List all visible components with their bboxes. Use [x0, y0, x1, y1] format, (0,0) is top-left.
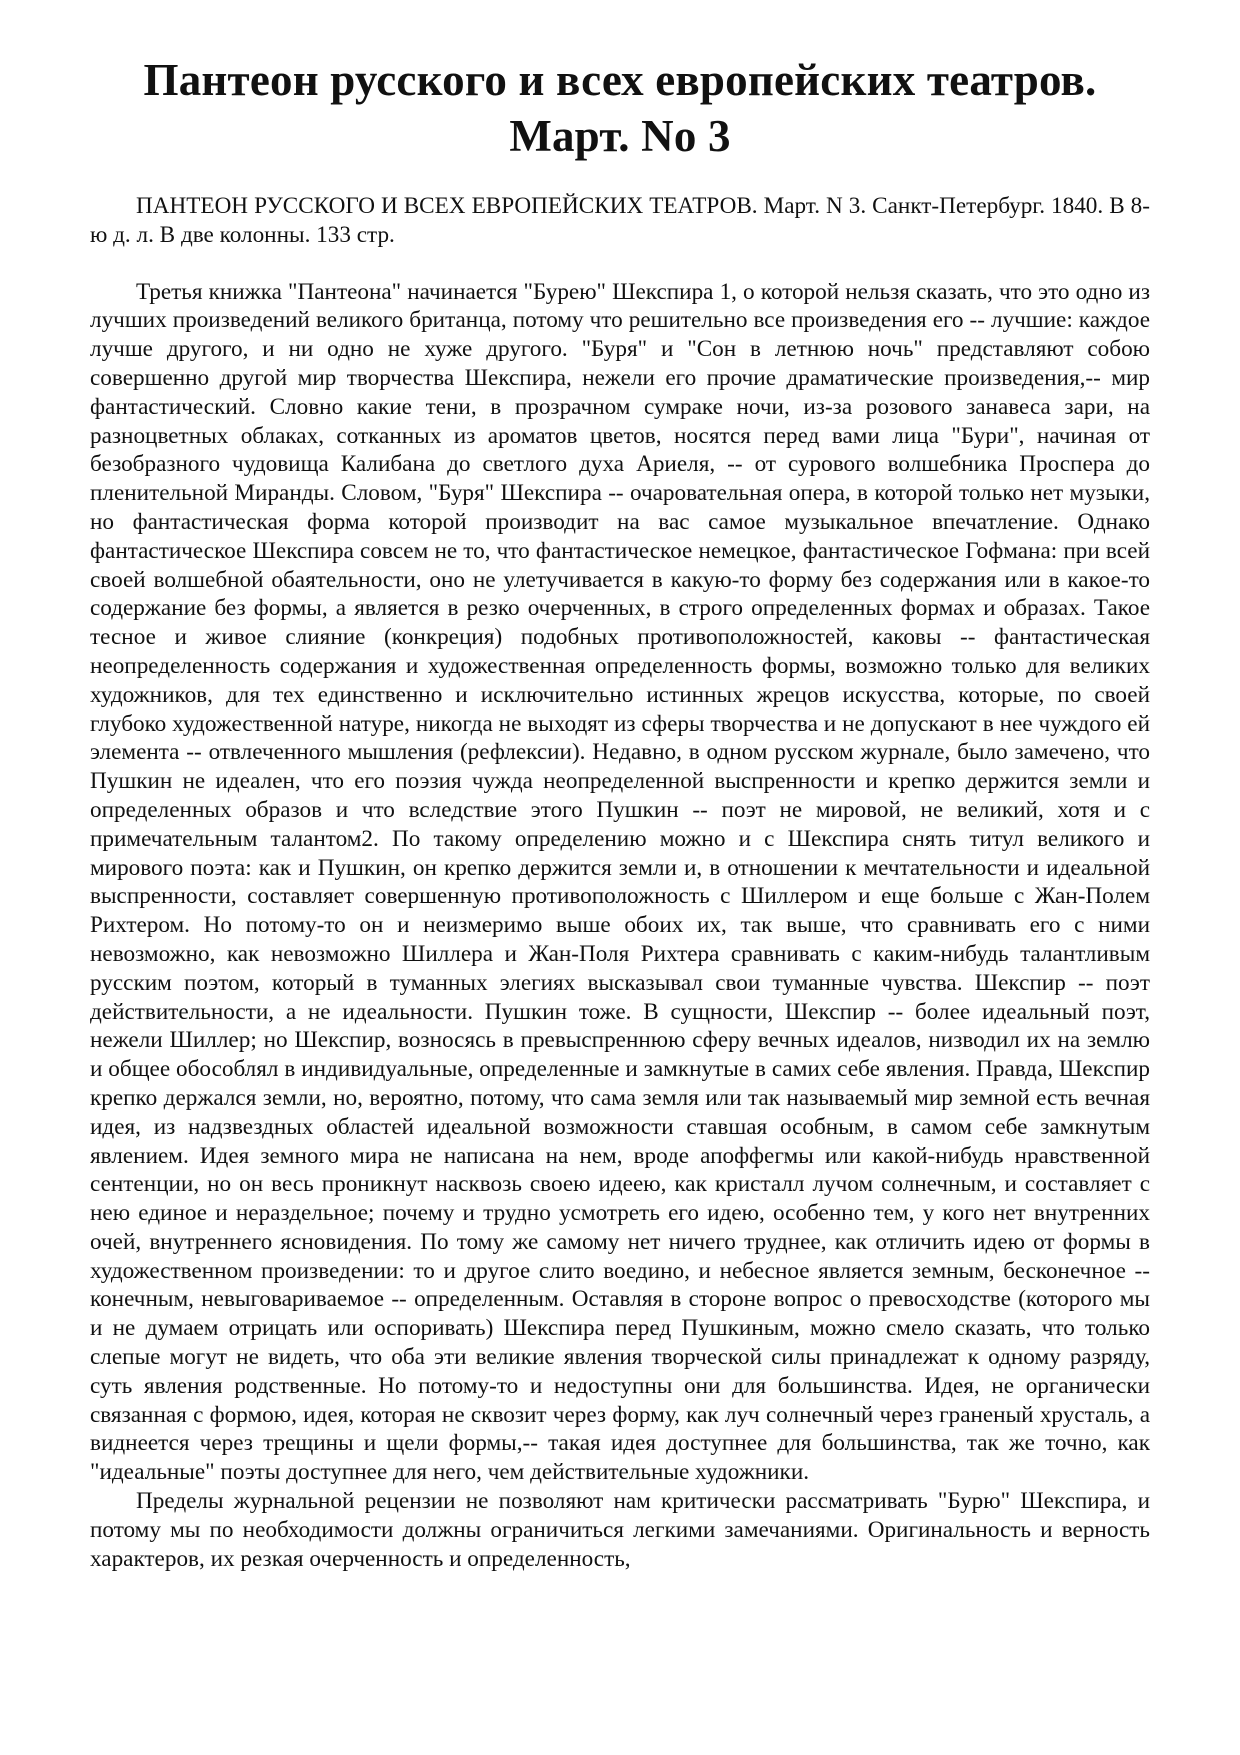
document-title: Пантеон русского и всех европейских театров. Март. No 3 [143, 55, 1097, 161]
bibliography-paragraph: ПАНТЕОН РУССКОГО И ВСЕХ ЕВРОПЕЙСКИХ ТЕАТРОВ. Март. N 3. Санкт-Петербург. 1840. В 8-ю д. л. В две колонны. 133 стр. [90, 193, 1150, 248]
paragraph-gap [90, 250, 1150, 278]
body-paragraph-1: Третья книжка "Пантеона" начинается "Бурею" Шекспира 1, о которой нельзя сказать, что это одно из лучших произведений великого британца, потому что решительно все произведения его -- лучшие: каждое лучше другого, и ни одно не хуже другого. "Буря" и "Сон в летнюю ночь" представляют собою совершенно другой мир творчества Шекспира, нежели его прочие драматические произведения,-- мир фантастический. Словно какие тени, в прозрачном сумраке ночи, из-за розового занавеса зари, на разноцветных облаках, сотканных из ароматов цветов, носятся перед вами лица "Бури", начиная от безобразного чудовища Калибана до светлого духа Ариеля, -- от сурового волшебника Проспера до пленительной Миранды. Словом, "Буря" Шекспира -- очаровательная опера, в которой только нет музыки, но фантастическая форма которой производит на вас самое музыкальное впечатление. Однако фантастическое Шекспира совсем не то, что фантастическое немецкое, фантастическое Гофмана: при всей своей волшебной обаятельности, оно не улетучивается в какую-то форму без содержания или в какое-то содержание без формы, а является в резко очерченных, в строго определенных формах и образах. Такое тесное и живое слияние (конкреция) подобных противоположностей, каковы -- фантастическая неопределенность содержания и художественная определенность формы, возможно только для великих художников, для тех единственно и исключительно истинных жрецов искусства, которые, по своей глубоко художественной натуре, никогда не выходят из сферы творчества и не допускают в нее чуждого ей элемента -- отвлеченного мышления (рефлексии). Недавно, в одном русском журнале, было замечено, что Пушкин не идеален, что его поэзия чужда неопределенной выспренности и крепко держится земли и определенных образов и что вследствие этого Пушкин -- поэт не мировой, не великий, хотя и с примечательным талантом2. По такому определению можно и с Шекспира снять титул великого и мирового поэта: как и Пушкин, он крепко держится земли и, в отношении к мечтательности и идеальной выспренности, составляет совершенную противоположность с Шиллером и еще больше с Жан-Полем Рихтером. Но потому-то он и неизмеримо выше обоих их, так выше, что сравнивать его с ними невозможно, как невозможно Шиллера и Жан-Поля Рихтера сравнивать с каким-нибудь талантливым русским поэтом, который в туманных элегиях высказывал свои туманные чувства. Шекспир -- поэт действительности, а не идеальности. Пушкин тоже. В сущности, Шекспир -- более идеальный поэт, нежели Шиллер; но Шекспир, возносясь в превыспреннюю сферу вечных идеалов, низводил их на землю и общее обособлял в индивидуальные, определенные и замкнутые в самих себе явления. Правда, Шекспир крепко держался земли, но, вероятно, потому, что сама земля или так называемый мир земной есть вечная идея, из надзвездных областей идеальной возможности ставшая особным, в самом себе замкнутым явлением. Идея земного мира не написана на нем, вроде апоффегмы или какой-нибудь нравственной сентенции, но он весь проникнут насквозь своею идеею, как кристалл лучом солнечным, и составляет с нею единое и нераздельное; почему и трудно усмотреть его идею, особенно тем, у кого нет внутренних очей, внутреннего ясновидения. По тому же самому нет ничего труднее, как отличить идею от формы в художественном произведении: то и другое слито воедино, и небесное является земным, бесконечное -- конечным, невыговариваемое -- определенным. Оставляя в стороне вопрос о превосходстве (которого мы и не думаем отрицать или оспоривать) Шекспира перед Пушкиным, можно смело сказать, что только слепые могут не видеть, что оба эти великие явления творческой силы принадлежат к одному разряду, суть явления родственные. Но потому-то и недоступны они для большинства. Идея, не органически связанная с формою, идея, которая не сквозит через форму, как луч солнечный через граненый хрусталь, а виднеется через трещины и щели формы,-- такая идея доступнее для большинства, так же точно, как "идеальные" поэты доступнее для него, чем действительные художники. [90, 278, 1150, 1486]
body-paragraph-2: Пределы журнальной рецензии не позволяют нам критически рассматривать "Бурю" Шекспира, и потому мы по необходимости должны ограничиться легкими замечаниями. Оригинальность и верность характеров, их резкая очерченность и определенность, [90, 1488, 1150, 1572]
document-page [90, 52, 1150, 1573]
